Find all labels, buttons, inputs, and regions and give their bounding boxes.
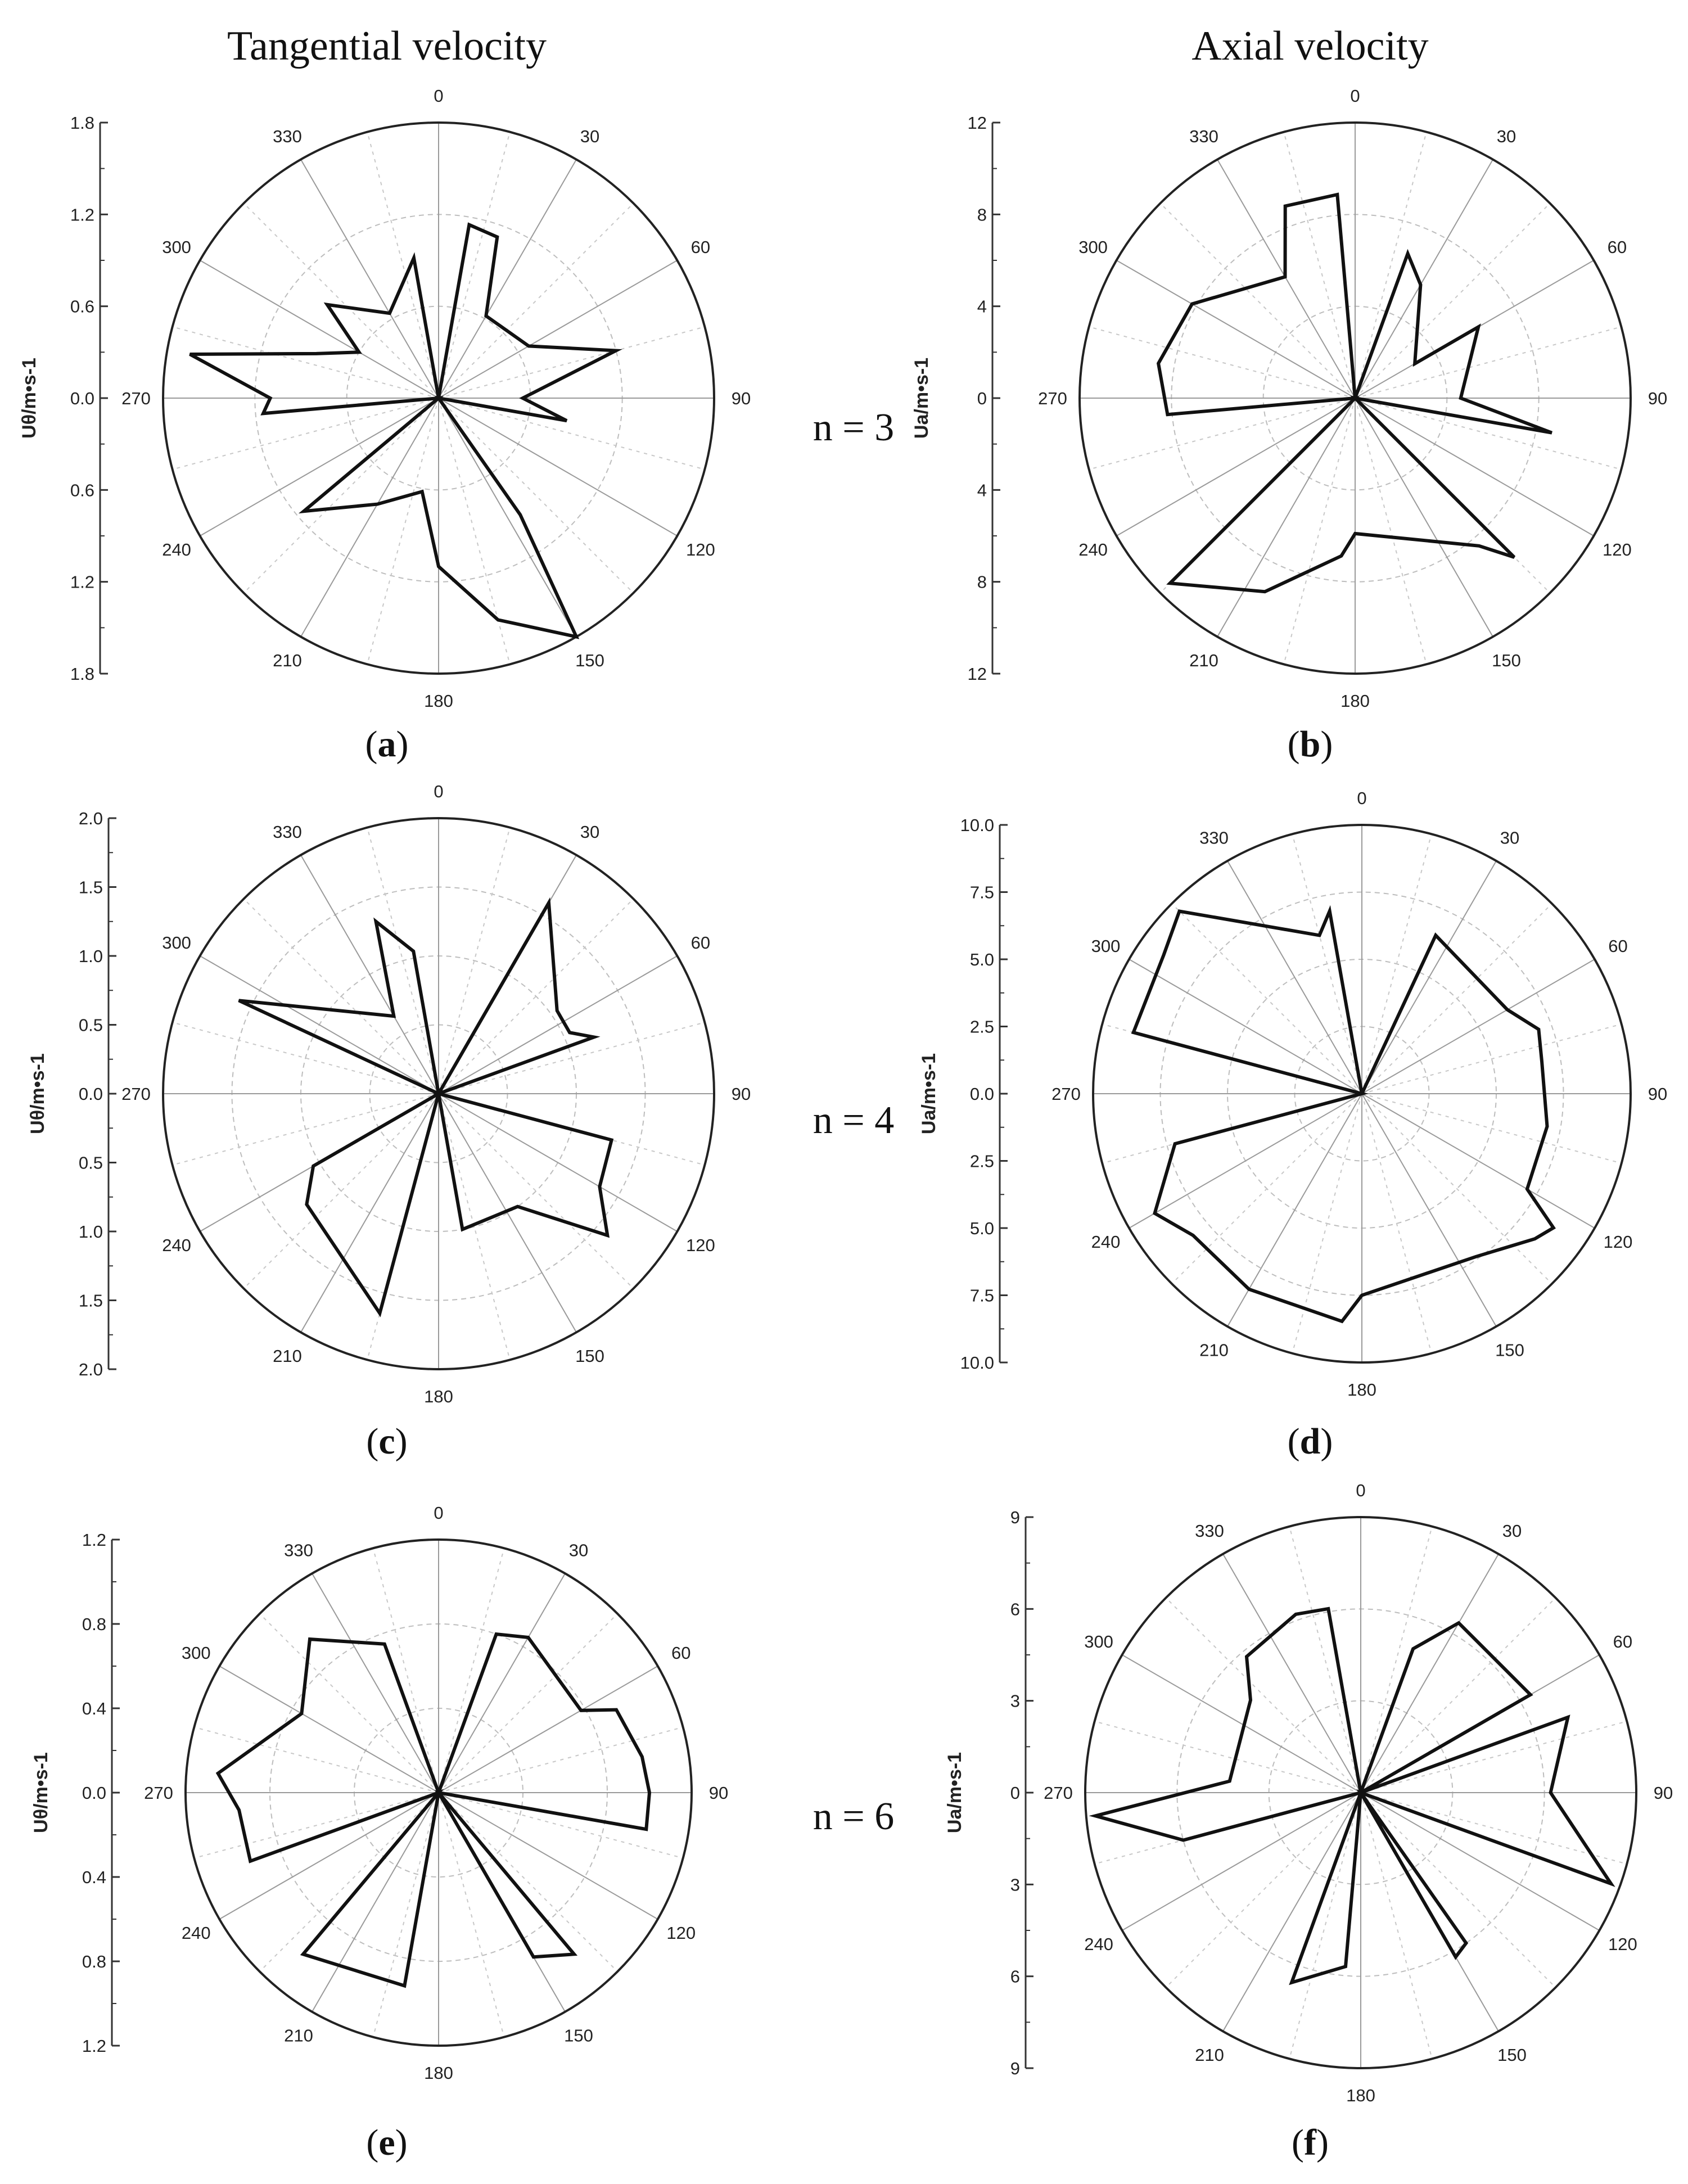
y-axis-label: Uθ/m•s-1 (30, 1752, 52, 1833)
right-column-title: Axial velocity (1191, 23, 1429, 69)
radial-tick-label: 0.8 (82, 1614, 106, 1634)
radial-tick-label: 6 (1010, 1966, 1020, 1987)
panel-letter: b (1299, 724, 1321, 765)
grid-spoke-minor (1284, 398, 1355, 664)
grid-spoke-minor (1362, 1094, 1552, 1284)
angle-label-90: 90 (1648, 1084, 1668, 1104)
angle-label-330: 330 (284, 1540, 313, 1560)
angle-label-210: 210 (1189, 650, 1218, 670)
angle-label-240: 240 (181, 1923, 211, 1943)
radial-tick-label: 6 (1010, 1599, 1020, 1619)
radial-tick-label: 4 (977, 296, 987, 317)
angle-label-240: 240 (162, 1235, 191, 1255)
angle-label-90: 90 (731, 389, 751, 408)
grid-spoke (439, 1573, 565, 1793)
grid-spoke (1355, 160, 1493, 398)
angle-label-120: 120 (666, 1923, 696, 1943)
radial-tick-label: 0.5 (78, 1015, 103, 1035)
grid-spoke (439, 398, 576, 637)
radial-tick-label: 0 (977, 389, 987, 408)
angle-label-90: 90 (731, 1084, 751, 1104)
row-label-n4: n = 4 (813, 1099, 895, 1142)
polar-panel-c (27, 782, 751, 1462)
grid-spoke-minor (367, 132, 439, 398)
angle-label-60: 60 (1608, 936, 1628, 956)
angle-label-240: 240 (1084, 1934, 1113, 1954)
radial-tick-label: 0.0 (82, 1783, 106, 1803)
y-axis-label: Ua/m•s-1 (944, 1752, 965, 1834)
grid-spoke-minor (1362, 1024, 1622, 1094)
grid-spoke-minor (1361, 1527, 1432, 1793)
angle-label-210: 210 (1195, 2045, 1224, 2065)
data-series-line (190, 225, 616, 637)
angle-label-0: 0 (434, 86, 444, 106)
angle-label-120: 120 (686, 540, 715, 559)
grid-spoke (439, 260, 677, 398)
grid-spoke-minor (1355, 327, 1621, 398)
radial-tick-label: 0.6 (70, 480, 94, 500)
grid-spoke-minor (1172, 1094, 1362, 1284)
angle-label-210: 210 (273, 650, 302, 670)
angle-label-60: 60 (690, 237, 711, 257)
angle-label-30: 30 (1496, 127, 1517, 147)
angle-label-180: 180 (424, 691, 453, 711)
angle-label-330: 330 (1199, 828, 1229, 848)
radial-tick-label: 7.5 (969, 1285, 994, 1306)
angle-label-270: 270 (1051, 1084, 1081, 1104)
grid-spoke (439, 1094, 677, 1231)
grid-spoke (219, 1793, 439, 1919)
data-series-line (1134, 911, 1554, 1321)
panel-label-e: (e) (366, 2122, 408, 2163)
grid-spoke-minor (194, 1727, 439, 1793)
angle-label-210: 210 (1199, 1340, 1229, 1360)
radial-tick-label: 2.5 (969, 1017, 994, 1037)
angle-label-0: 0 (434, 1503, 444, 1523)
angle-label-270: 270 (1044, 1783, 1073, 1803)
y-axis-label: Uθ/m•s-1 (19, 358, 40, 439)
grid-spoke-minor (194, 1793, 439, 1858)
panel-label-b: (b) (1287, 724, 1333, 765)
radial-tick-label: 1.8 (70, 664, 94, 684)
angle-label-60: 60 (690, 933, 711, 953)
y-axis-label: Ua/m•s-1 (911, 357, 932, 439)
grid-spoke (1223, 1793, 1361, 2031)
panel-letter: d (1299, 1421, 1321, 1462)
angle-label-180: 180 (424, 2063, 453, 2083)
grid-spoke-minor (1289, 1527, 1361, 1793)
grid-spoke (1227, 1094, 1362, 1326)
radial-tick-label: 1.5 (78, 1290, 103, 1311)
grid-spoke (1122, 1655, 1361, 1793)
angle-label-210: 210 (284, 2025, 313, 2046)
radial-tick-label: 0 (1010, 1783, 1020, 1803)
angle-label-180: 180 (424, 1387, 453, 1406)
radial-tick-label: 0.5 (78, 1153, 103, 1173)
angle-label-270: 270 (1038, 389, 1067, 408)
angle-label-30: 30 (568, 1540, 589, 1560)
panel-letter: a (377, 724, 396, 765)
angle-label-180: 180 (1341, 691, 1370, 711)
angle-label-150: 150 (1497, 2045, 1527, 2065)
radial-tick-label: 3 (1010, 1691, 1020, 1711)
angle-label-30: 30 (580, 822, 600, 842)
grid-spoke (200, 956, 439, 1094)
radial-tick-label: 12 (967, 664, 987, 684)
angle-label-150: 150 (575, 1346, 604, 1366)
radial-tick-label: 0.4 (82, 1699, 106, 1718)
grid-spoke-minor (1361, 1793, 1555, 1987)
grid-spoke-minor (1089, 327, 1355, 398)
angle-label-120: 120 (1603, 540, 1632, 559)
angle-label-120: 120 (1608, 1934, 1637, 1954)
polar-panel-f (944, 1481, 1673, 2163)
radial-tick-label: 9 (1010, 2059, 1020, 2078)
grid-spoke-minor (439, 1548, 504, 1793)
grid-spoke-minor (1292, 834, 1362, 1094)
radial-tick-label: 1.2 (82, 2036, 106, 2056)
angle-label-120: 120 (1603, 1232, 1633, 1252)
angle-label-0: 0 (1356, 1481, 1366, 1500)
grid-spoke-minor (1361, 1793, 1627, 1864)
grid-spoke-minor (1292, 1094, 1362, 1353)
angle-label-270: 270 (121, 389, 151, 408)
angle-label-30: 30 (1502, 1521, 1522, 1541)
panel-label-f: (f) (1292, 2122, 1329, 2163)
data-series-line (1095, 1609, 1611, 1983)
grid-spoke-minor (1362, 1094, 1622, 1163)
panel-label-c: (c) (366, 1421, 408, 1462)
angle-label-90: 90 (708, 1783, 729, 1803)
grid-spoke-minor (439, 1614, 617, 1793)
angle-label-120: 120 (686, 1235, 715, 1255)
grid-spoke (1362, 1094, 1595, 1228)
angle-label-270: 270 (121, 1084, 151, 1104)
grid-spoke (219, 1666, 439, 1793)
angle-label-210: 210 (273, 1346, 302, 1366)
angle-label-180: 180 (1346, 2086, 1375, 2105)
angle-label-270: 270 (144, 1783, 173, 1803)
radial-tick-label: 1.0 (78, 1222, 103, 1242)
angle-label-60: 60 (671, 1643, 691, 1663)
grid-spoke (1117, 260, 1355, 398)
radial-tick-label: 2.0 (78, 1360, 103, 1379)
angle-label-300: 300 (1078, 237, 1108, 257)
angle-label-30: 30 (580, 127, 600, 147)
angle-label-330: 330 (273, 822, 302, 842)
grid-spoke-minor (1361, 1721, 1627, 1793)
radial-tick-label: 1.8 (70, 113, 94, 133)
angle-label-180: 180 (1347, 1380, 1376, 1400)
left-column-title: Tangential velocity (227, 23, 547, 69)
angle-label-60: 60 (1613, 1632, 1633, 1651)
grid-spoke (439, 956, 677, 1094)
polar-panel-a (19, 86, 751, 765)
angle-label-330: 330 (273, 127, 302, 147)
grid-spoke (1129, 1094, 1362, 1228)
panel-label-a: (a) (365, 724, 409, 765)
radial-tick-label: 8 (977, 572, 987, 592)
y-axis-label: Ua/m•s-1 (918, 1053, 940, 1135)
grid-spoke-minor (1166, 1793, 1361, 1987)
radial-tick-label: 5.0 (969, 1219, 994, 1238)
grid-spoke (312, 1573, 439, 1793)
panel-label-d: (d) (1287, 1421, 1333, 1462)
grid-spoke-minor (439, 132, 510, 398)
angle-label-0: 0 (434, 782, 444, 801)
grid-spoke-minor (373, 1548, 439, 1793)
radial-tick-label: 12 (967, 113, 987, 133)
panel-letter: f (1304, 2122, 1316, 2163)
radial-tick-label: 10.0 (960, 815, 994, 835)
angle-label-30: 30 (1500, 828, 1520, 848)
grid-spoke-minor (173, 327, 439, 398)
grid-spoke (301, 398, 439, 637)
grid-spoke-minor (439, 398, 510, 664)
grid-spoke-minor (439, 398, 633, 593)
angle-label-240: 240 (1091, 1232, 1121, 1252)
angle-label-90: 90 (1648, 389, 1668, 408)
grid-spoke-minor (439, 398, 705, 470)
radial-tick-label: 0.0 (969, 1084, 994, 1104)
grid-spoke-minor (1361, 1793, 1432, 2059)
grid-spoke-minor (1355, 204, 1550, 398)
grid-spoke-minor (439, 327, 705, 398)
angle-label-0: 0 (1357, 788, 1367, 808)
row-label-n3: n = 3 (813, 406, 895, 449)
angle-label-330: 330 (1195, 1521, 1224, 1541)
angle-label-60: 60 (1607, 237, 1627, 257)
grid-spoke (439, 1666, 658, 1793)
angle-label-240: 240 (162, 540, 191, 559)
radial-tick-label: 1.2 (82, 1530, 106, 1550)
grid-spoke-minor (367, 398, 439, 664)
data-series-line (239, 903, 612, 1314)
grid-spoke-minor (1355, 398, 1427, 664)
angle-label-240: 240 (1078, 540, 1108, 559)
grid-spoke-minor (1362, 1094, 1432, 1353)
grid-spoke-minor (244, 204, 439, 398)
angle-label-150: 150 (1492, 650, 1521, 670)
y-axis-label: Uθ/m•s-1 (27, 1053, 48, 1134)
polar-panel-d (918, 788, 1667, 1462)
grid-spoke (1361, 1554, 1499, 1793)
panel-letter: c (378, 1421, 395, 1462)
radial-tick-label: 1.0 (78, 946, 103, 966)
angle-label-0: 0 (1350, 86, 1360, 106)
grid-spoke (200, 398, 439, 536)
grid-spoke-minor (1161, 204, 1355, 398)
angle-label-300: 300 (162, 237, 191, 257)
angle-label-300: 300 (162, 933, 191, 953)
radial-tick-label: 7.5 (969, 882, 994, 903)
radial-tick-label: 0.0 (70, 389, 94, 408)
radial-tick-label: 9 (1010, 1508, 1020, 1527)
radial-tick-label: 2.5 (969, 1151, 994, 1171)
radial-tick-label: 1.2 (70, 572, 94, 592)
angle-label-150: 150 (575, 650, 604, 670)
radial-tick-label: 4 (977, 480, 987, 500)
angle-label-300: 300 (1084, 1632, 1113, 1651)
grid-spoke (1122, 1793, 1361, 1930)
radial-tick-label: 8 (977, 205, 987, 225)
radial-tick-label: 1.5 (78, 877, 103, 897)
radial-tick-label: 0.4 (82, 1867, 106, 1887)
grid-spoke-minor (1362, 904, 1552, 1094)
angle-label-300: 300 (181, 1643, 211, 1663)
radial-tick-label: 0.0 (78, 1084, 103, 1104)
angle-label-150: 150 (1495, 1340, 1524, 1360)
radial-tick-label: 3 (1010, 1875, 1020, 1895)
panel-letter: e (378, 2122, 395, 2163)
polar-panel-e (30, 1503, 728, 2163)
radial-tick-label: 1.2 (70, 205, 94, 225)
radial-tick-label: 2.0 (78, 809, 103, 828)
row-label-n6: n = 6 (813, 1795, 895, 1838)
grid-spoke (1129, 959, 1362, 1094)
polar-panel-b (911, 86, 1667, 765)
radial-tick-label: 5.0 (969, 950, 994, 969)
radial-tick-label: 10.0 (960, 1353, 994, 1373)
angle-label-90: 90 (1653, 1783, 1673, 1803)
angle-label-330: 330 (1189, 127, 1218, 147)
radial-tick-label: 0.6 (70, 296, 94, 317)
angle-label-300: 300 (1091, 936, 1121, 956)
angle-label-150: 150 (564, 2025, 593, 2046)
grid-spoke (1362, 1094, 1496, 1326)
radial-tick-label: 0.8 (82, 1952, 106, 1971)
